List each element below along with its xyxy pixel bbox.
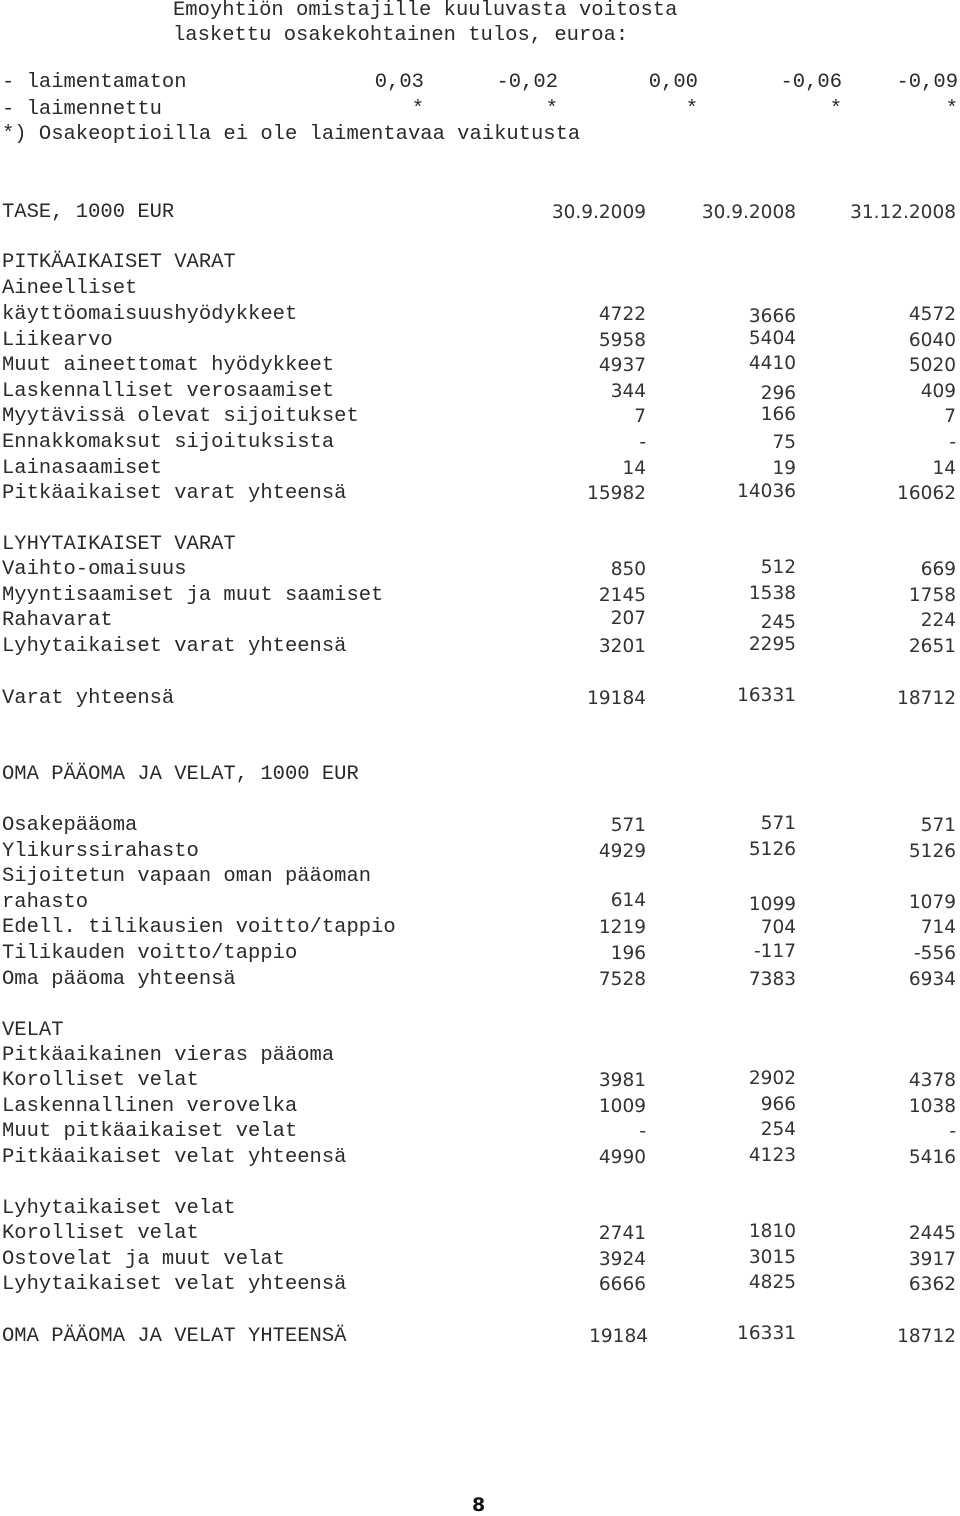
cell-value: 409: [920, 380, 956, 402]
eps-value: 0,00: [648, 71, 698, 94]
section-header: PITKÄAIKAISET VARAT: [2, 251, 236, 274]
cell-value: 1810: [748, 1221, 796, 1242]
cell-value: -: [639, 432, 646, 453]
cell-value: 19: [772, 457, 796, 479]
row-label: Pitkäaikaiset velat yhteensä: [2, 1145, 347, 1169]
cell-value: 4378: [908, 1070, 956, 1091]
cell-value: 2902: [748, 1068, 796, 1089]
cell-value: 5126: [908, 840, 956, 862]
row-label: Korolliset velat: [2, 1069, 199, 1092]
cell-value: 714: [920, 917, 956, 939]
row-label: Aineelliset: [2, 277, 138, 300]
section-header: VELAT: [2, 1019, 64, 1042]
row-label: Korolliset velat: [2, 1222, 199, 1245]
row-label: Edell. tilikausien voitto/tappio: [2, 916, 396, 940]
cell-value: 19184: [589, 1326, 648, 1347]
row-label: Varat yhteensä: [2, 687, 175, 710]
cell-value: 2445: [908, 1223, 956, 1244]
eps-value: 0,03: [374, 71, 424, 94]
cell-value: 6934: [908, 968, 956, 990]
page-number: 8: [472, 1494, 486, 1516]
cell-value: 75: [772, 432, 796, 453]
cell-value: 18712: [897, 688, 956, 709]
balance-title: TASE, 1000 EUR: [2, 201, 175, 224]
row-label: OMA PÄÄOMA JA VELAT YHTEENSÄ: [2, 1325, 347, 1348]
cell-value: 7383: [748, 968, 796, 990]
eps-value: *: [685, 98, 698, 121]
row-label: käyttöomaisuushyödykkeet: [2, 303, 298, 326]
row-label: Liikearvo: [2, 328, 113, 352]
cell-value: 7528: [598, 968, 646, 990]
cell-value: 14: [622, 457, 646, 479]
cell-value: 6040: [908, 329, 956, 351]
cell-value: 254: [760, 1119, 796, 1141]
eps-value: -0,06: [780, 71, 842, 94]
cell-value: -117: [754, 941, 796, 962]
cell-value: 4937: [598, 355, 646, 377]
cell-value: 1079: [908, 891, 956, 913]
cell-value: 3981: [598, 1070, 646, 1091]
cell-value: 3201: [598, 635, 646, 657]
cell-value: 571: [920, 815, 956, 836]
cell-value: 7: [634, 406, 646, 428]
cell-value: 1099: [748, 893, 796, 915]
cell-value: -: [949, 432, 956, 453]
cell-value: 4929: [598, 840, 646, 862]
cell-value: 4572: [908, 304, 956, 325]
cell-value: 16331: [737, 1323, 796, 1344]
cell-value: 2295: [748, 633, 796, 655]
cell-value: 1538: [748, 582, 796, 604]
row-label: Muut aineettomat hyödykkeet: [2, 354, 335, 378]
cell-value: 2651: [908, 635, 956, 657]
cell-value: 245: [760, 612, 796, 634]
section-header: Lyhytaikaiset velat: [2, 1197, 236, 1220]
row-label: Sijoitetun vapaan oman pääoman: [2, 865, 372, 889]
row-label: Ylikurssirahasto: [2, 839, 199, 863]
row-label: Myytävissä olevat sijoitukset: [2, 405, 359, 429]
cell-value: 5126: [748, 838, 796, 860]
row-label: Laskennalliset verosaamiset: [2, 379, 335, 403]
row-label: rahasto: [2, 890, 89, 914]
row-label: Pitkäaikaiset varat yhteensä: [2, 482, 347, 506]
eps-value: -0,02: [496, 71, 558, 94]
cell-value: 2145: [598, 584, 646, 606]
cell-value: 1009: [598, 1095, 646, 1117]
cell-value: -: [949, 1121, 956, 1143]
cell-value: 16331: [737, 685, 796, 706]
cell-value: 14: [932, 457, 956, 479]
row-label: Laskennallinen verovelka: [2, 1094, 298, 1118]
cell-value: -: [639, 1121, 646, 1143]
cell-value: 1038: [908, 1095, 956, 1117]
cell-value: 966: [760, 1093, 796, 1115]
cell-value: 4722: [598, 304, 646, 325]
row-label: Myyntisaamiset ja muut saamiset: [2, 583, 384, 607]
row-label: Lainasaamiset: [2, 456, 162, 480]
eps-heading-line1: Emoyhtiön omistajille kuuluvasta voitosta: [173, 0, 678, 22]
eps-value: -0,09: [896, 71, 958, 94]
cell-value: 224: [920, 610, 956, 632]
cell-value: 614: [610, 889, 646, 911]
cell-value: 15982: [587, 483, 646, 505]
eps-value: *: [829, 98, 842, 121]
row-label: Rahavarat: [2, 609, 113, 633]
cell-value: 14036: [737, 481, 796, 503]
cell-value: 7: [944, 406, 956, 428]
cell-value: 3015: [748, 1246, 796, 1268]
cell-value: 6666: [598, 1274, 646, 1296]
cell-value: 5958: [598, 329, 646, 351]
cell-value: 2741: [598, 1223, 646, 1244]
cell-value: 16062: [897, 483, 956, 505]
cell-value: 18712: [897, 1326, 956, 1347]
row-label: Lyhytaikaiset varat yhteensä: [2, 634, 347, 658]
cell-value: 6362: [908, 1274, 956, 1296]
cell-value: 207: [610, 608, 646, 630]
cell-value: 5020: [908, 355, 956, 377]
cell-value: 3924: [598, 1248, 646, 1270]
cell-value: 5416: [908, 1146, 956, 1168]
section-header: Pitkäaikainen vieras pääoma: [2, 1044, 335, 1067]
section-header: LYHYTAIKAISET VARAT: [2, 533, 236, 556]
cell-value: 19184: [587, 688, 646, 709]
row-label: Ostovelat ja muut velat: [2, 1247, 285, 1271]
row-label: - laimentamaton: [2, 71, 187, 94]
cell-value: 1219: [598, 917, 646, 939]
eps-footnote: *) Osakeoptioilla ei ole laimentavaa vaikutusta: [2, 123, 581, 146]
row-label: - laimennettu: [2, 98, 162, 121]
cell-value: 571: [610, 815, 646, 836]
cell-value: 704: [760, 917, 796, 939]
cell-value: 344: [610, 380, 646, 402]
cell-value: 4990: [598, 1146, 646, 1168]
column-header: 31.12.2008: [850, 202, 956, 223]
cell-value: 4825: [748, 1272, 796, 1294]
cell-value: 669: [920, 559, 956, 580]
eps-value: *: [945, 98, 958, 121]
cell-value: 512: [760, 557, 796, 578]
column-header: 30.9.2009: [551, 202, 646, 223]
cell-value: 3917: [908, 1248, 956, 1270]
cell-value: 571: [760, 813, 796, 834]
row-label: Tilikauden voitto/tappio: [2, 942, 298, 965]
cell-value: 4123: [748, 1144, 796, 1166]
cell-value: 196: [610, 943, 646, 964]
row-label: Lyhytaikaiset velat yhteensä: [2, 1273, 347, 1297]
cell-value: 166: [760, 404, 796, 426]
cell-value: 4410: [748, 353, 796, 375]
row-label: Oma pääoma yhteensä: [2, 967, 236, 991]
row-label: Muut pitkäaikaiset velat: [2, 1120, 298, 1144]
cell-value: 1758: [908, 584, 956, 606]
eps-value: *: [545, 98, 558, 121]
row-label: Vaihto-omaisuus: [2, 558, 187, 581]
cell-value: 3666: [748, 306, 796, 327]
column-header: 30.9.2008: [701, 202, 796, 223]
eps-value: *: [411, 98, 424, 121]
row-label: Ennakkomaksut sijoituksista: [2, 431, 335, 454]
cell-value: 296: [760, 382, 796, 404]
row-label: Osakepääoma: [2, 814, 138, 837]
cell-value: 5404: [748, 327, 796, 349]
cell-value: -556: [914, 943, 956, 964]
section-title: OMA PÄÄOMA JA VELAT, 1000 EUR: [2, 763, 359, 786]
cell-value: 850: [610, 559, 646, 580]
eps-heading-line2: laskettu osakekohtainen tulos, euroa:: [173, 24, 629, 47]
